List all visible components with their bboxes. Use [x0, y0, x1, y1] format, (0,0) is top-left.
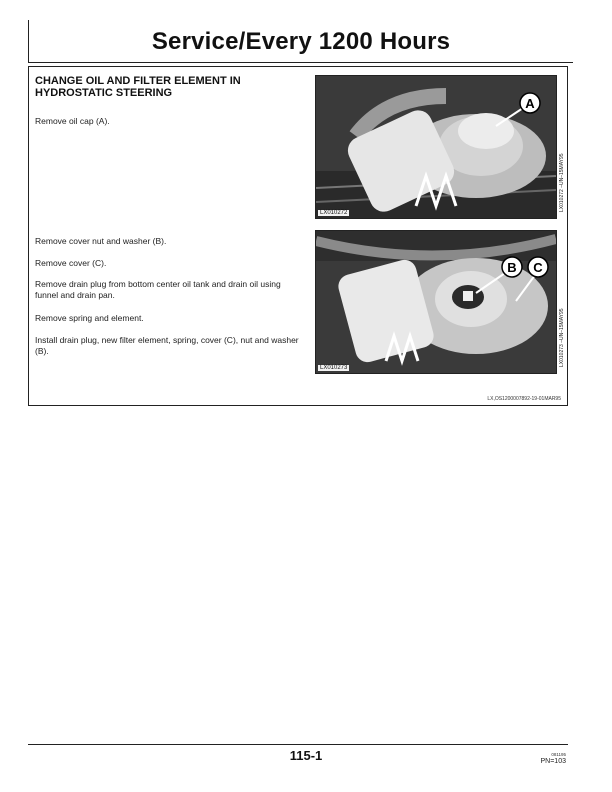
footer-divider — [28, 744, 568, 745]
step-text: Remove oil cap (A). — [35, 116, 110, 126]
footer-date-code: 081195 — [551, 752, 566, 757]
photo-oil-cap-illustration — [316, 76, 556, 218]
callout-a-label: A — [525, 96, 535, 111]
photo-side-code: LX010272 –UN–15MAY95 — [559, 153, 565, 212]
document-reference: LX,OS1200007892-19-01MAR95 — [487, 396, 561, 402]
photo-code: LX010272 — [320, 210, 348, 216]
section-heading: CHANGE OIL AND FILTER ELEMENT IN HYDROSTATIC STEERING — [35, 75, 241, 99]
callout-c-label: C — [533, 260, 543, 275]
step-text: Remove cover (C). — [35, 258, 107, 268]
footer-pn: PN=103 — [540, 758, 566, 765]
page-number: 115-1 — [289, 748, 323, 763]
photo-cover-nut — [315, 230, 557, 374]
page-title: Service/Every 1200 Hours — [151, 28, 451, 55]
photo-code: LX010273 — [320, 365, 348, 371]
procedure-section — [28, 66, 568, 406]
photo-side-code: LX010273 –UN–15MAY95 — [559, 308, 565, 367]
step-text: Remove drain plug from bottom center oil tank and drain oil using funnel and drain pan. — [35, 279, 281, 300]
step-text: Install drain plug, new filter element, spring, cover (C), nut and washer (B). — [35, 335, 299, 356]
photo-oil-cap — [315, 75, 557, 219]
step-text: Remove cover nut and washer (B). — [35, 236, 167, 246]
header-bar — [28, 20, 573, 63]
step-text: Remove spring and element. — [35, 313, 144, 323]
callout-b-label: B — [507, 260, 517, 275]
photo-cover-nut-illustration — [316, 231, 556, 373]
